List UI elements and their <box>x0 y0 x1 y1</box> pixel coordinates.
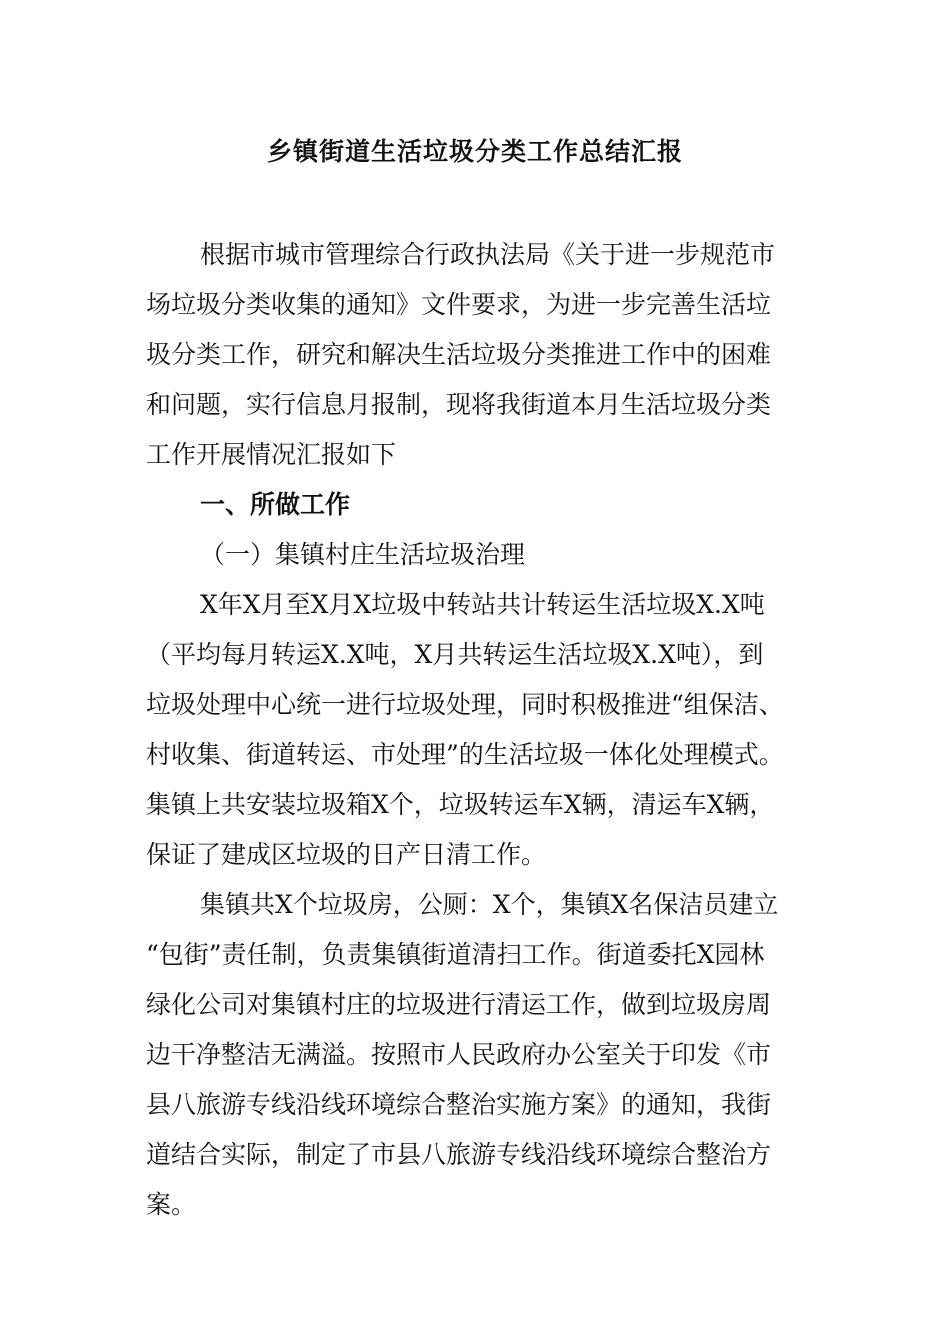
section-heading: 一、所做工作 <box>200 490 351 519</box>
paragraph-line: 县八旅游专线沿线环境综合整治实施方案》的通知，我街 <box>146 1090 772 1119</box>
paragraph-line: 场垃圾分类收集的通知》文件要求，为进一步完善生活垃 <box>146 290 772 319</box>
paragraph-line: 绿化公司对集镇村庄的垃圾进行清运工作，做到垃圾房周 <box>146 990 772 1019</box>
paragraph-line: 道结合实际，制定了市县八旅游专线沿线环境综合整治方 <box>146 1140 772 1169</box>
paragraph-line: 案。 <box>146 1190 197 1219</box>
document-body <box>146 230 806 1230</box>
paragraph-line: 集镇共X个垃圾房，公厕：X个，集镇X名保洁员建立 <box>200 890 779 919</box>
paragraph-line: 圾分类工作，研究和解决生活垃圾分类推进工作中的困难 <box>146 340 772 369</box>
subsection-heading: （一）集镇村庄生活垃圾治理 <box>200 540 526 569</box>
paragraph-line: 边干净整洁无满溢。按照市人民政府办公室关于印发《市 <box>146 1040 772 1069</box>
paragraph-line: （平均每月转运X.X吨，X月共转运生活垃圾X.X吨），到 <box>146 640 764 669</box>
paragraph-line: 村收集、街道转运、市处理”的生活垃圾一体化处理模式。 <box>146 740 784 769</box>
paragraph-line: 保证了建成区垃圾的日产日清工作。 <box>146 840 547 869</box>
paragraph-line: X年X月至X月X垃圾中转站共计转运生活垃圾X.X吨 <box>200 590 765 619</box>
paragraph-line: 垃圾处理中心统一进行垃圾处理，同时积极推进“组保洁、 <box>146 690 784 719</box>
paragraph-line: 集镇上共安装垃圾箱X个，垃圾转运车X辆，清运车X辆， <box>146 790 775 819</box>
paragraph-line: 工作开展情况汇报如下 <box>146 440 397 469</box>
paragraph-line: 和问题，实行信息月报制，现将我街道本月生活垃圾分类 <box>146 390 772 419</box>
paragraph-line: 根据市城市管理综合行政执法局《关于进一步规范市 <box>200 240 776 269</box>
document-title: 乡镇街道生活垃圾分类工作总结汇报 <box>266 137 683 166</box>
paragraph-line: “包街”责任制，负责集镇街道清扫工作。街道委托X园林 <box>146 940 765 969</box>
